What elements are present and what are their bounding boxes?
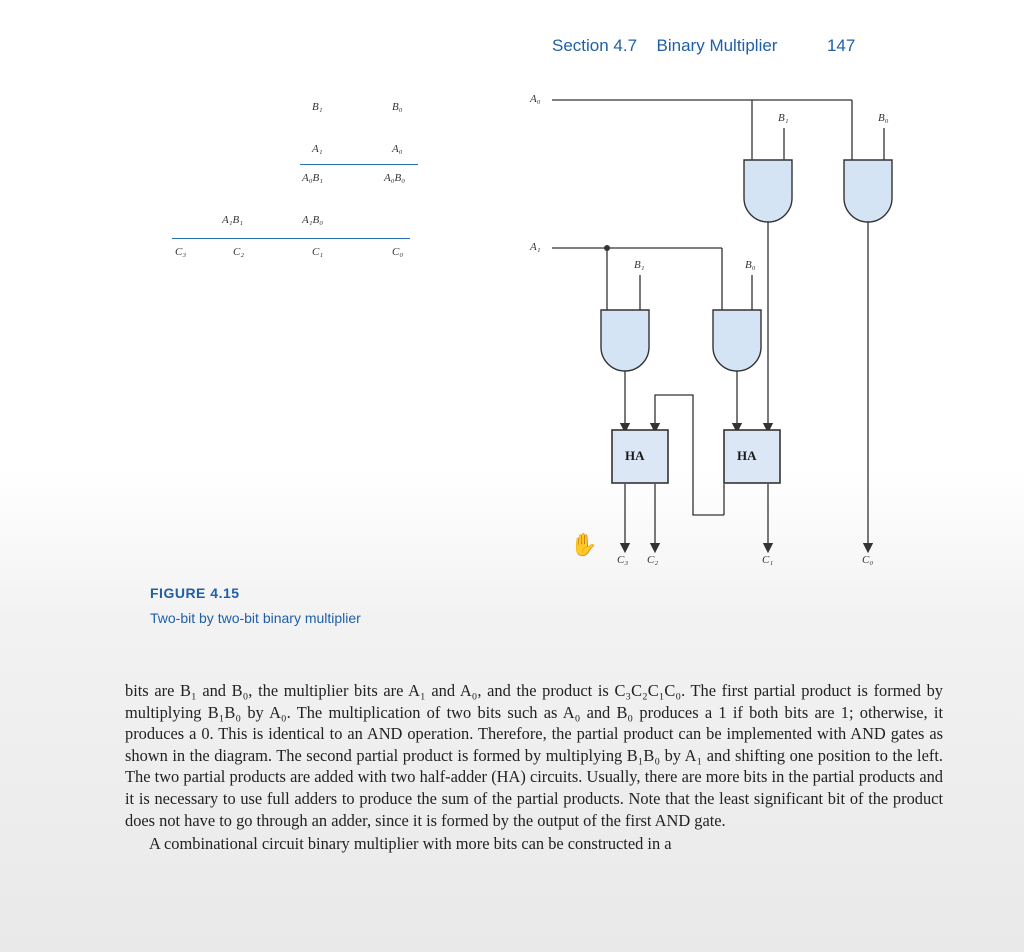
table-a0: A₀ bbox=[392, 143, 403, 155]
input-a1-label: A₁ bbox=[530, 241, 541, 253]
table-c3: C₃ bbox=[175, 246, 187, 258]
gate-b0-label-top: B₀ bbox=[878, 112, 889, 124]
table-b1: B₁ bbox=[312, 101, 323, 113]
header-section: Section 4.7 bbox=[552, 36, 638, 55]
figure-label: FIGURE 4.15 bbox=[150, 585, 240, 601]
and-gate-a1b0 bbox=[713, 310, 761, 371]
table-b0: B₀ bbox=[392, 101, 403, 113]
table-a1b1: A₁B₁ bbox=[222, 214, 244, 226]
and-gate-a1b1 bbox=[601, 310, 649, 371]
ha-right-label: HA bbox=[737, 448, 757, 463]
hand-cursor-icon: ✋ bbox=[570, 532, 598, 557]
table-a1b0: A₁B₀ bbox=[302, 214, 324, 226]
gate-b1-label-mid: B₁ bbox=[634, 259, 645, 271]
header-page-number: 147 bbox=[826, 36, 856, 55]
body-text: bits are B₁ and B₀, the multiplier bits are A₁ and A₀, and the product is C₃C₂C₁C₀. The first partial product is formed by multiplying B₁B₀ by A₀. The multiplication of two bits such as A₀ and B₀ produces a 1 if both bits are 1; otherwise, it produces a 0. This is identical to an AND operation. Therefore, the partial product can be implemented with AND gates as shown in the diagram. The second partial product is formed by multiplying B₁B₀ by A₁ and shifting one position to the left. The two partial products are added with two half-adder (HA) circuits. Usually, there are more bits in the partial products and it is necessary to use full adders to produce the sum of the partial products. Note that the least significant bit of the product does not have to go through an adder, since it is formed by the output of the first AND gate. bbox=[125, 681, 943, 830]
table-a0b1: A₀B₁ bbox=[302, 172, 324, 184]
figure-caption: Two-bit by two-bit binary multiplier bbox=[150, 610, 361, 626]
table-c2: C₂ bbox=[233, 246, 245, 258]
junction-dot bbox=[604, 245, 610, 251]
and-gate-a0b0 bbox=[844, 160, 892, 222]
table-a1: A₁ bbox=[312, 143, 323, 155]
output-c0-label: C₀ bbox=[862, 554, 874, 566]
output-c2-label: C₂ bbox=[647, 554, 659, 566]
body-paragraph bbox=[125, 680, 943, 855]
input-a0-label: A₀ bbox=[530, 93, 541, 105]
header-title: Binary Multiplier bbox=[656, 36, 778, 55]
gate-b0-label-mid: B₀ bbox=[745, 259, 756, 271]
output-c3-label: C₃ bbox=[617, 554, 629, 566]
table-a0b0: A₀B₀ bbox=[384, 172, 406, 184]
gate-b1-label-top: B₁ bbox=[778, 112, 789, 124]
table-c0: C₀ bbox=[392, 246, 404, 258]
ha-left-label: HA bbox=[625, 448, 645, 463]
and-gate-a0b1 bbox=[744, 160, 792, 222]
output-c1-label: C₁ bbox=[762, 554, 774, 566]
body-cutoff-line: A combinational circuit binary multiplier with more bits can be constructed in a bbox=[149, 834, 672, 854]
table-c1: C₁ bbox=[312, 246, 324, 258]
